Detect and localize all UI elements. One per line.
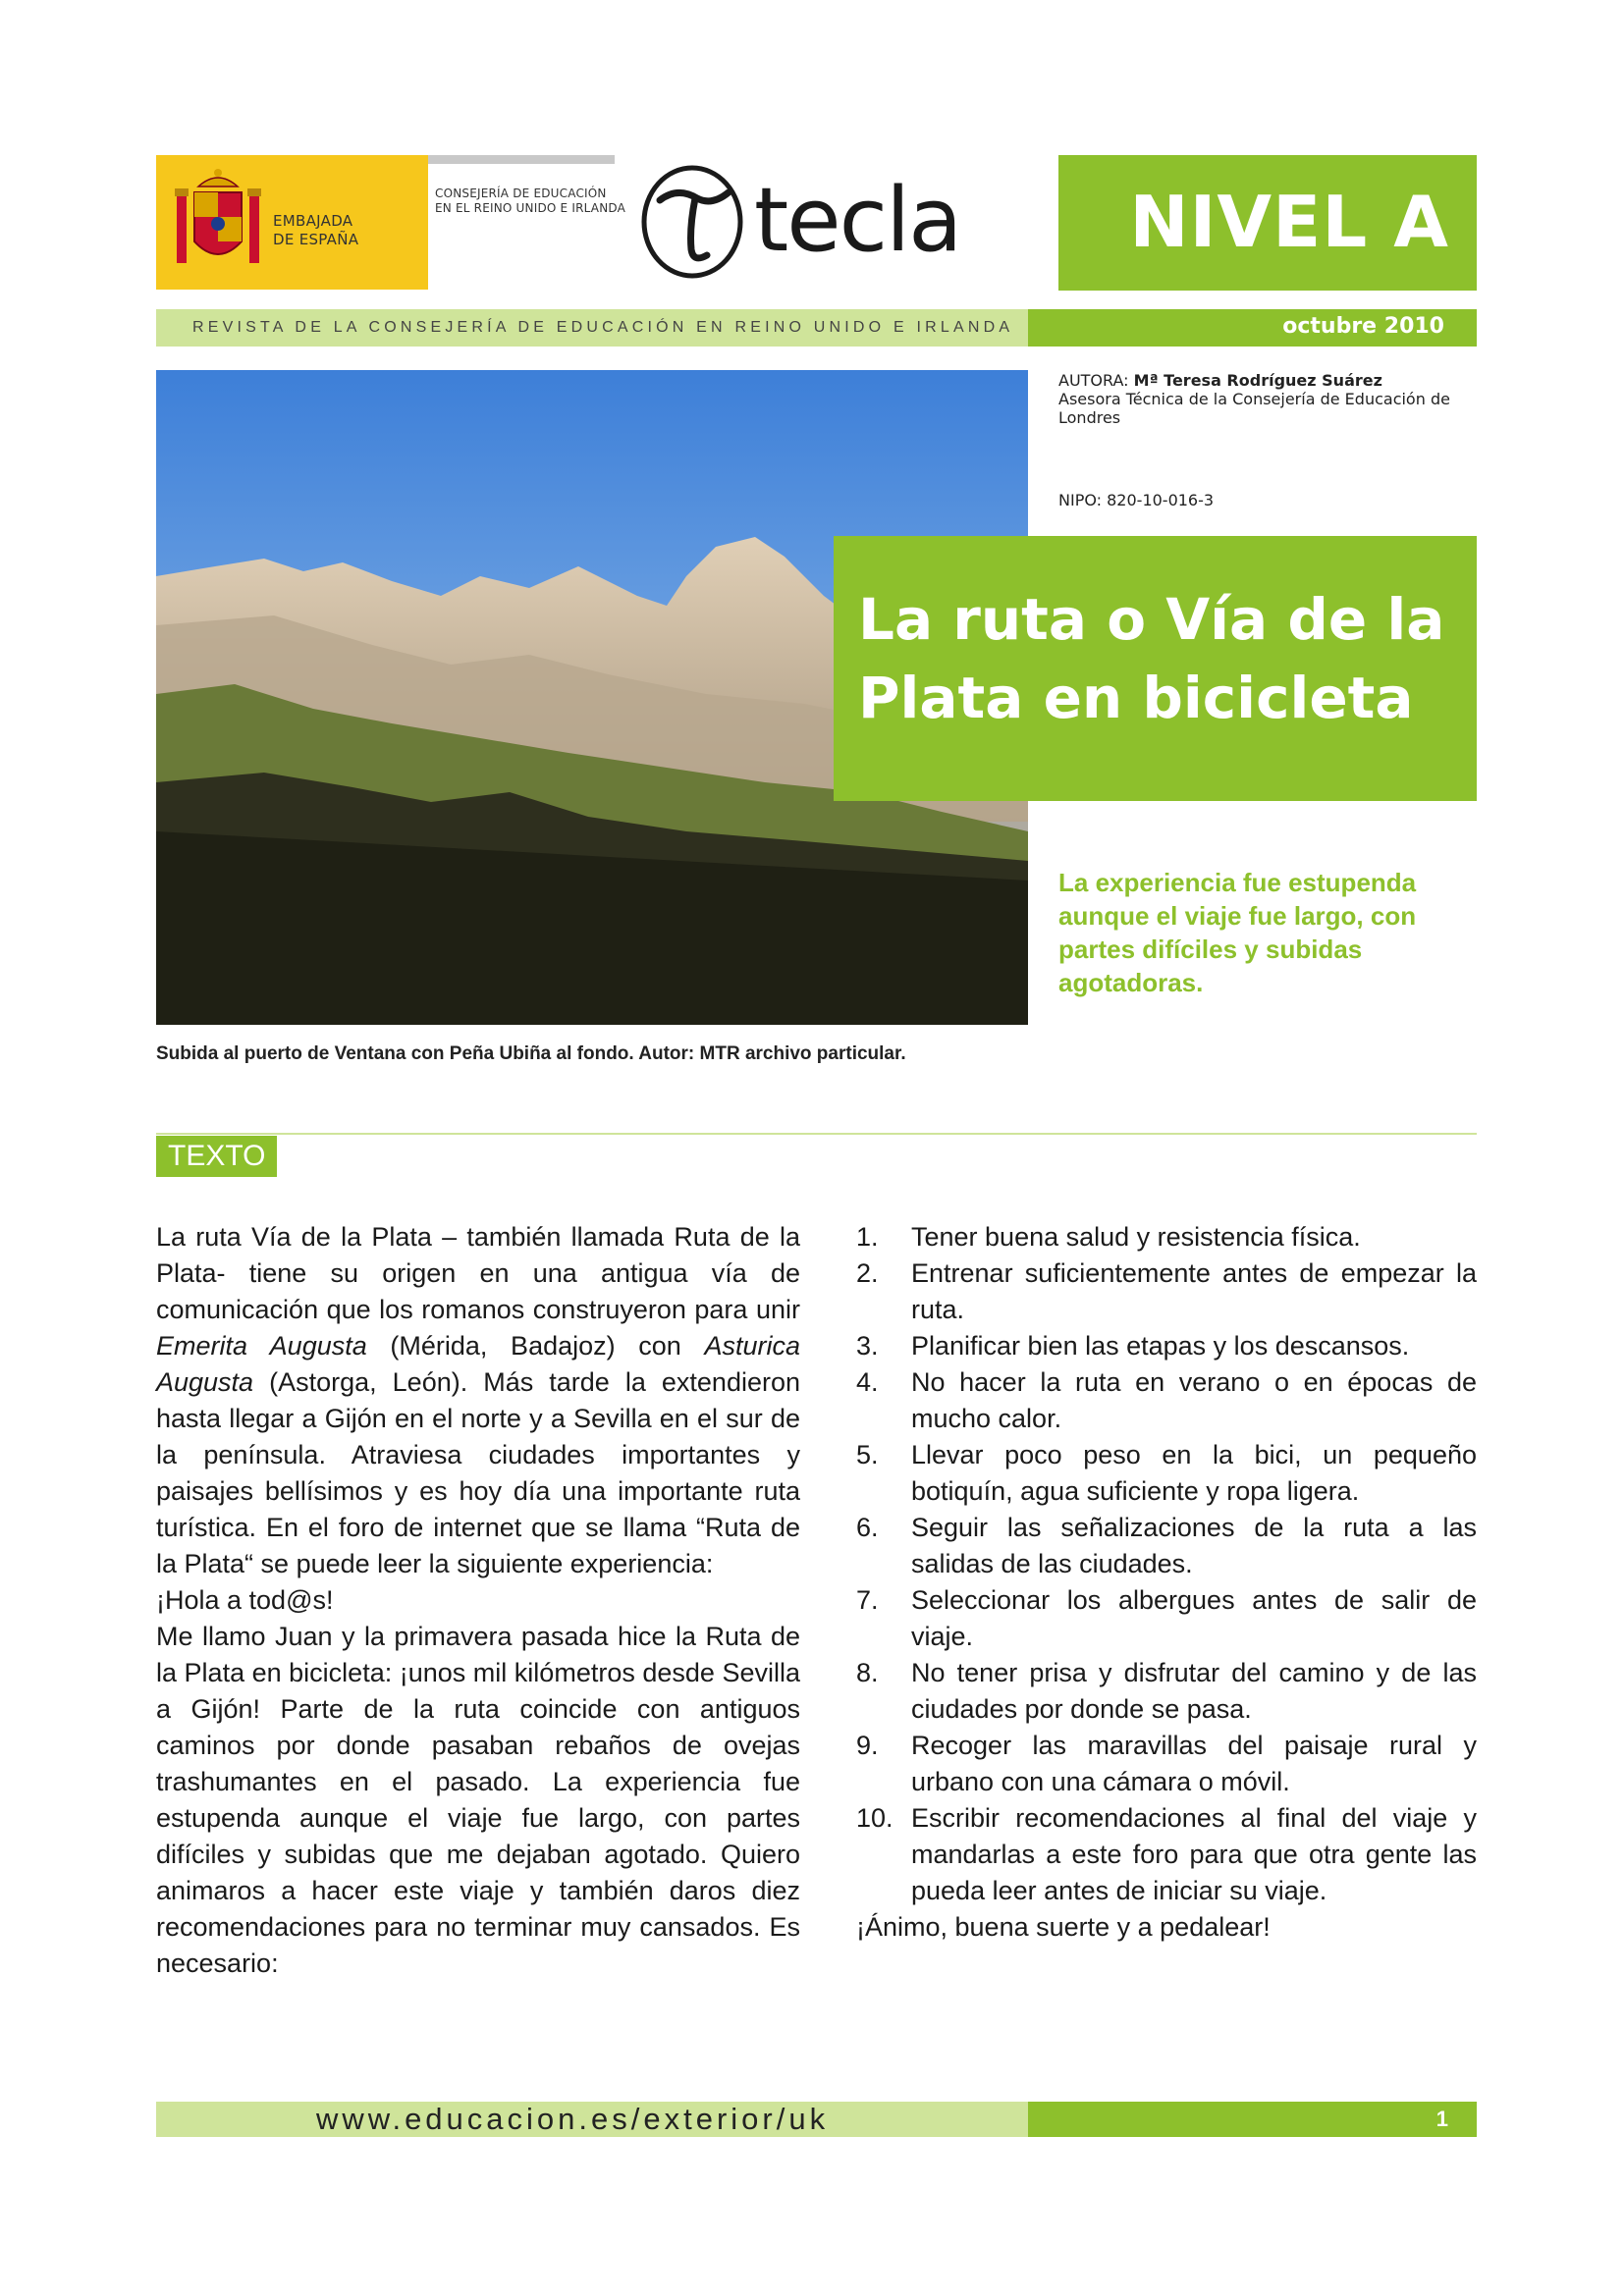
section-label: TEXTO xyxy=(156,1136,277,1177)
consejeria-name xyxy=(435,187,625,216)
embassy-line-1: EMBAJADA xyxy=(273,212,353,230)
section-divider xyxy=(156,1133,1477,1135)
paragraph-story: Me llamo Juan y la primavera pasada hice la Ruta de la Plata en bicicleta: ¡unos mil kilómetros desde Sevilla a Gijón! Parte de la ruta coincide con antiguos caminos por donde pasaban rebaños de ovejas trashumantes en el pasado. La experiencia fue estupenda aunque el viaje fue largo, con partes difíciles y subidas que me dejaban agotado. Quiero animaros a hacer este viaje y también daros diez recomendaciones para no terminar muy cansados. Es necesario: xyxy=(156,1622,800,1978)
level-label: NIVEL A xyxy=(1129,181,1449,263)
recommendation-list xyxy=(856,1219,1477,1909)
coat-of-arms-icon xyxy=(169,165,267,279)
photo-caption: Subida al puerto de Ventana con Peña Ubiña al fondo. Autor: MTR archivo particular. xyxy=(156,1043,906,1064)
author-block xyxy=(1058,371,1481,427)
list-item: 2. Entrenar suficientemente antes de empezar la ruta. xyxy=(856,1258,1477,1324)
magazine-subtitle: REVISTA DE LA CONSEJERÍA DE EDUCACIÓN EN REINO UNIDO E IRLANDA xyxy=(192,319,1014,336)
body-right-column xyxy=(856,1219,1477,1946)
place-name: Asturica Augusta xyxy=(156,1331,800,1397)
article-lede: La experiencia fue estupenda aunque el viaje fue largo, con partes difíciles y subidas agotadoras. xyxy=(1058,868,1417,997)
embassy-name xyxy=(273,212,358,249)
paragraph-intro: La ruta Vía de la Plata – también llamada Ruta de la Plata- tiene su origen en una antigua vía de comunicación que los romanos construyeron para unir Emerita Augusta (Mérida, Badajoz) con Asturica Augusta (Astorga, León). Más tarde la extendieron hasta llegar a Gijón en el norte y a Sevilla en el sur de la península. Atraviesa ciudades importantes y paisajes bellísimos y es hoy día una importante ruta turística. En el foro de internet que se llama “Ruta de la Plata“ se puede leer la siguiente experiencia: xyxy=(156,1222,800,1578)
author-role: Asesora Técnica de la Consejería de Educación de Londres xyxy=(1058,390,1450,427)
level-badge xyxy=(1058,155,1477,291)
consejeria-line-1: CONSEJERÍA DE EDUCACIÓN xyxy=(435,187,607,200)
list-item: 10. Escribir recomendaciones al final del viaje y mandarlas a este foro para que otra gente las pueda leer antes de iniciar su viaje. xyxy=(856,1803,1477,1905)
tecla-t-logo-icon xyxy=(638,159,746,282)
list-item: 9. Recoger las maravillas del paisaje rural y urbano con una cámara o móvil. xyxy=(856,1731,1477,1796)
consejeria-divider xyxy=(428,155,615,164)
embassy-line-2: DE ESPAÑA xyxy=(273,231,359,248)
article-title: La ruta o Vía de la Plata en bicicleta xyxy=(858,586,1445,731)
body-left-column xyxy=(156,1219,800,1982)
list-item: 7. Seleccionar los albergues antes de salir de viaje. xyxy=(856,1585,1477,1651)
list-item: 4. No hacer la ruta en verano o en épocas de mucho calor. xyxy=(856,1367,1477,1433)
footer-url: www.educacion.es/exterior/uk xyxy=(316,2102,830,2136)
author-name: Mª Teresa Rodríguez Suárez xyxy=(1133,371,1382,390)
consejeria-line-2: EN EL REINO UNIDO E IRLANDA xyxy=(435,201,626,215)
title-box xyxy=(834,536,1477,801)
list-item: 3. Planificar bien las etapas y los descansos. xyxy=(856,1331,1410,1361)
place-name: Emerita Augusta xyxy=(156,1331,367,1361)
list-item: 8. No tener prisa y disfrutar del camino y de las ciudades por donde se pasa. xyxy=(856,1658,1477,1724)
closing-line: ¡Ánimo, buena suerte y a pedalear! xyxy=(856,1912,1271,1942)
list-item: 1. Tener buena salud y resistencia física. xyxy=(856,1222,1361,1252)
issue-date: octubre 2010 xyxy=(1282,314,1444,339)
nipo-code: NIPO: 820-10-016-3 xyxy=(1058,491,1215,509)
paragraph-greeting: ¡Hola a tod@s! xyxy=(156,1585,334,1615)
list-item: 6. Seguir las señalizaciones de la ruta a las salidas de las ciudades. xyxy=(856,1513,1477,1578)
list-item: 5. Llevar poco peso en la bici, un pequeño botiquín, agua suficiente y ropa ligera. xyxy=(856,1440,1477,1506)
page-number: 1 xyxy=(1435,2107,1448,2131)
author-label: AUTORA: xyxy=(1058,371,1129,390)
brand-name: tecla xyxy=(754,169,961,272)
